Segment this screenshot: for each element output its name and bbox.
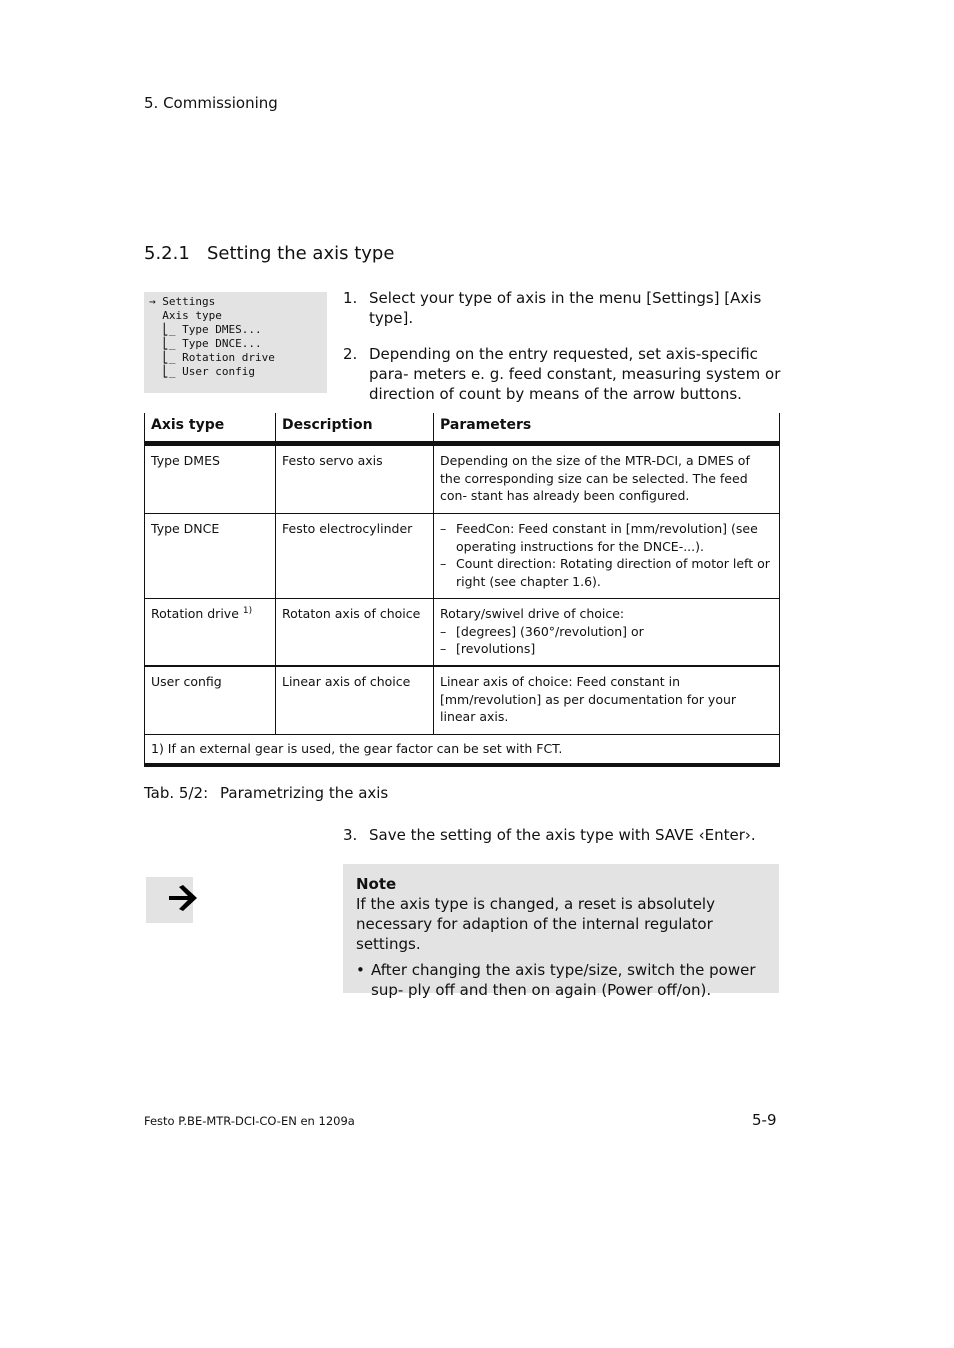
bullet-symbol: • [356, 961, 365, 979]
footnote-ref: 1) [242, 605, 253, 616]
cell-description: Rotaton axis of choice [276, 599, 434, 667]
section-title-text: Setting the axis type [207, 243, 395, 264]
cell-axis: Type DMES [145, 444, 276, 514]
menu-display [144, 292, 327, 393]
cell-axis: User config [145, 666, 276, 735]
table-row [145, 444, 780, 514]
menu-lines: → Settings Axis type ⎣_ Type DMES... ⎣_ Type DNCE... ⎣_ Rotation drive ⎣_ User config [149, 295, 275, 378]
section-title [144, 243, 394, 264]
cell-description: Festo servo axis [276, 444, 434, 514]
table-row [145, 514, 780, 599]
cell-axis: Type DNCE [145, 514, 276, 599]
header-parameters: Parameters [434, 413, 780, 444]
note-title: Note [356, 875, 397, 893]
section-number: 5.2.1 [144, 243, 190, 264]
table-footnote-row [145, 735, 780, 765]
cell-parameters: Linear axis of choice: Feed constant in [mm/revolution] as per documentation for your linear axis. [434, 666, 780, 735]
note-bullet [356, 960, 765, 1000]
step-text: Save the setting of the axis type with SAVE ‹Enter›. [369, 826, 756, 844]
running-head: 5. Commissioning [144, 94, 278, 112]
caption-text: Parametrizing the axis [220, 784, 389, 802]
caption-label: Tab. 5/2: [144, 784, 209, 802]
table-footnote: 1) If an external gear is used, the gear factor can be set with FCT. [145, 735, 780, 765]
step-number: 1. [343, 289, 358, 307]
header-axis-type: Axis type [145, 413, 276, 444]
note-box [343, 864, 779, 999]
step-3 [343, 825, 783, 845]
instruction-steps [343, 288, 783, 420]
arrow-right-icon [166, 881, 200, 915]
note-marker [146, 877, 193, 923]
table-caption [144, 784, 388, 802]
step-number: 2. [343, 345, 358, 363]
table-row [145, 599, 780, 667]
list-item: – [degrees] (360°/revolution] or [440, 623, 644, 639]
param-list [440, 520, 773, 590]
cell-description: Linear axis of choice [276, 666, 434, 735]
cell-parameters: Depending on the size of the MTR-DCI, a DMES of the corresponding size can be selected. The feed con- stant has already been configured. [434, 444, 780, 514]
note-text: If the axis type is changed, a reset is absolutely necessary for adaption of the internal regulator settings. [356, 895, 715, 953]
step-number: 3. [343, 826, 358, 844]
note-bullet-text: After changing the axis type/size, switch the power sup- ply off and then on again (Power off/on). [371, 961, 756, 999]
list-item: – Count direction: Rotating direction of motor left or right (see chapter 1.6). [440, 556, 770, 589]
cell-axis: Rotation drive $^{1)}$ [145, 599, 276, 667]
header-description: Description [276, 413, 434, 444]
list-item: – FeedCon: Feed constant in [mm/revolution] (see operating instructions for the DNCE-...). [440, 521, 758, 554]
step-1 [343, 288, 783, 328]
param-intro: Rotary/swivel drive of choice: [440, 606, 625, 621]
list-item: – [revolutions] [440, 641, 536, 656]
cell-parameters [434, 599, 780, 667]
table-row [145, 666, 780, 735]
step-text: Depending on the entry requested, set axis-specific para- meters e. g. feed constant, measuring system or direction of count by means of the arrow buttons. [369, 345, 781, 403]
footer-doc-id: Festo P.BE-MTR-DCI-CO-EN en 1209a [144, 1114, 355, 1128]
table-header-row [145, 413, 780, 444]
cell-description: Festo electrocylinder [276, 514, 434, 599]
step-2 [343, 344, 783, 404]
axis-type-table [144, 413, 780, 767]
page-number: 5-9 [752, 1111, 777, 1129]
cell-parameters [434, 514, 780, 599]
param-list [440, 623, 773, 658]
step-text: Select your type of axis in the menu [Settings] [Axis type]. [369, 289, 762, 327]
